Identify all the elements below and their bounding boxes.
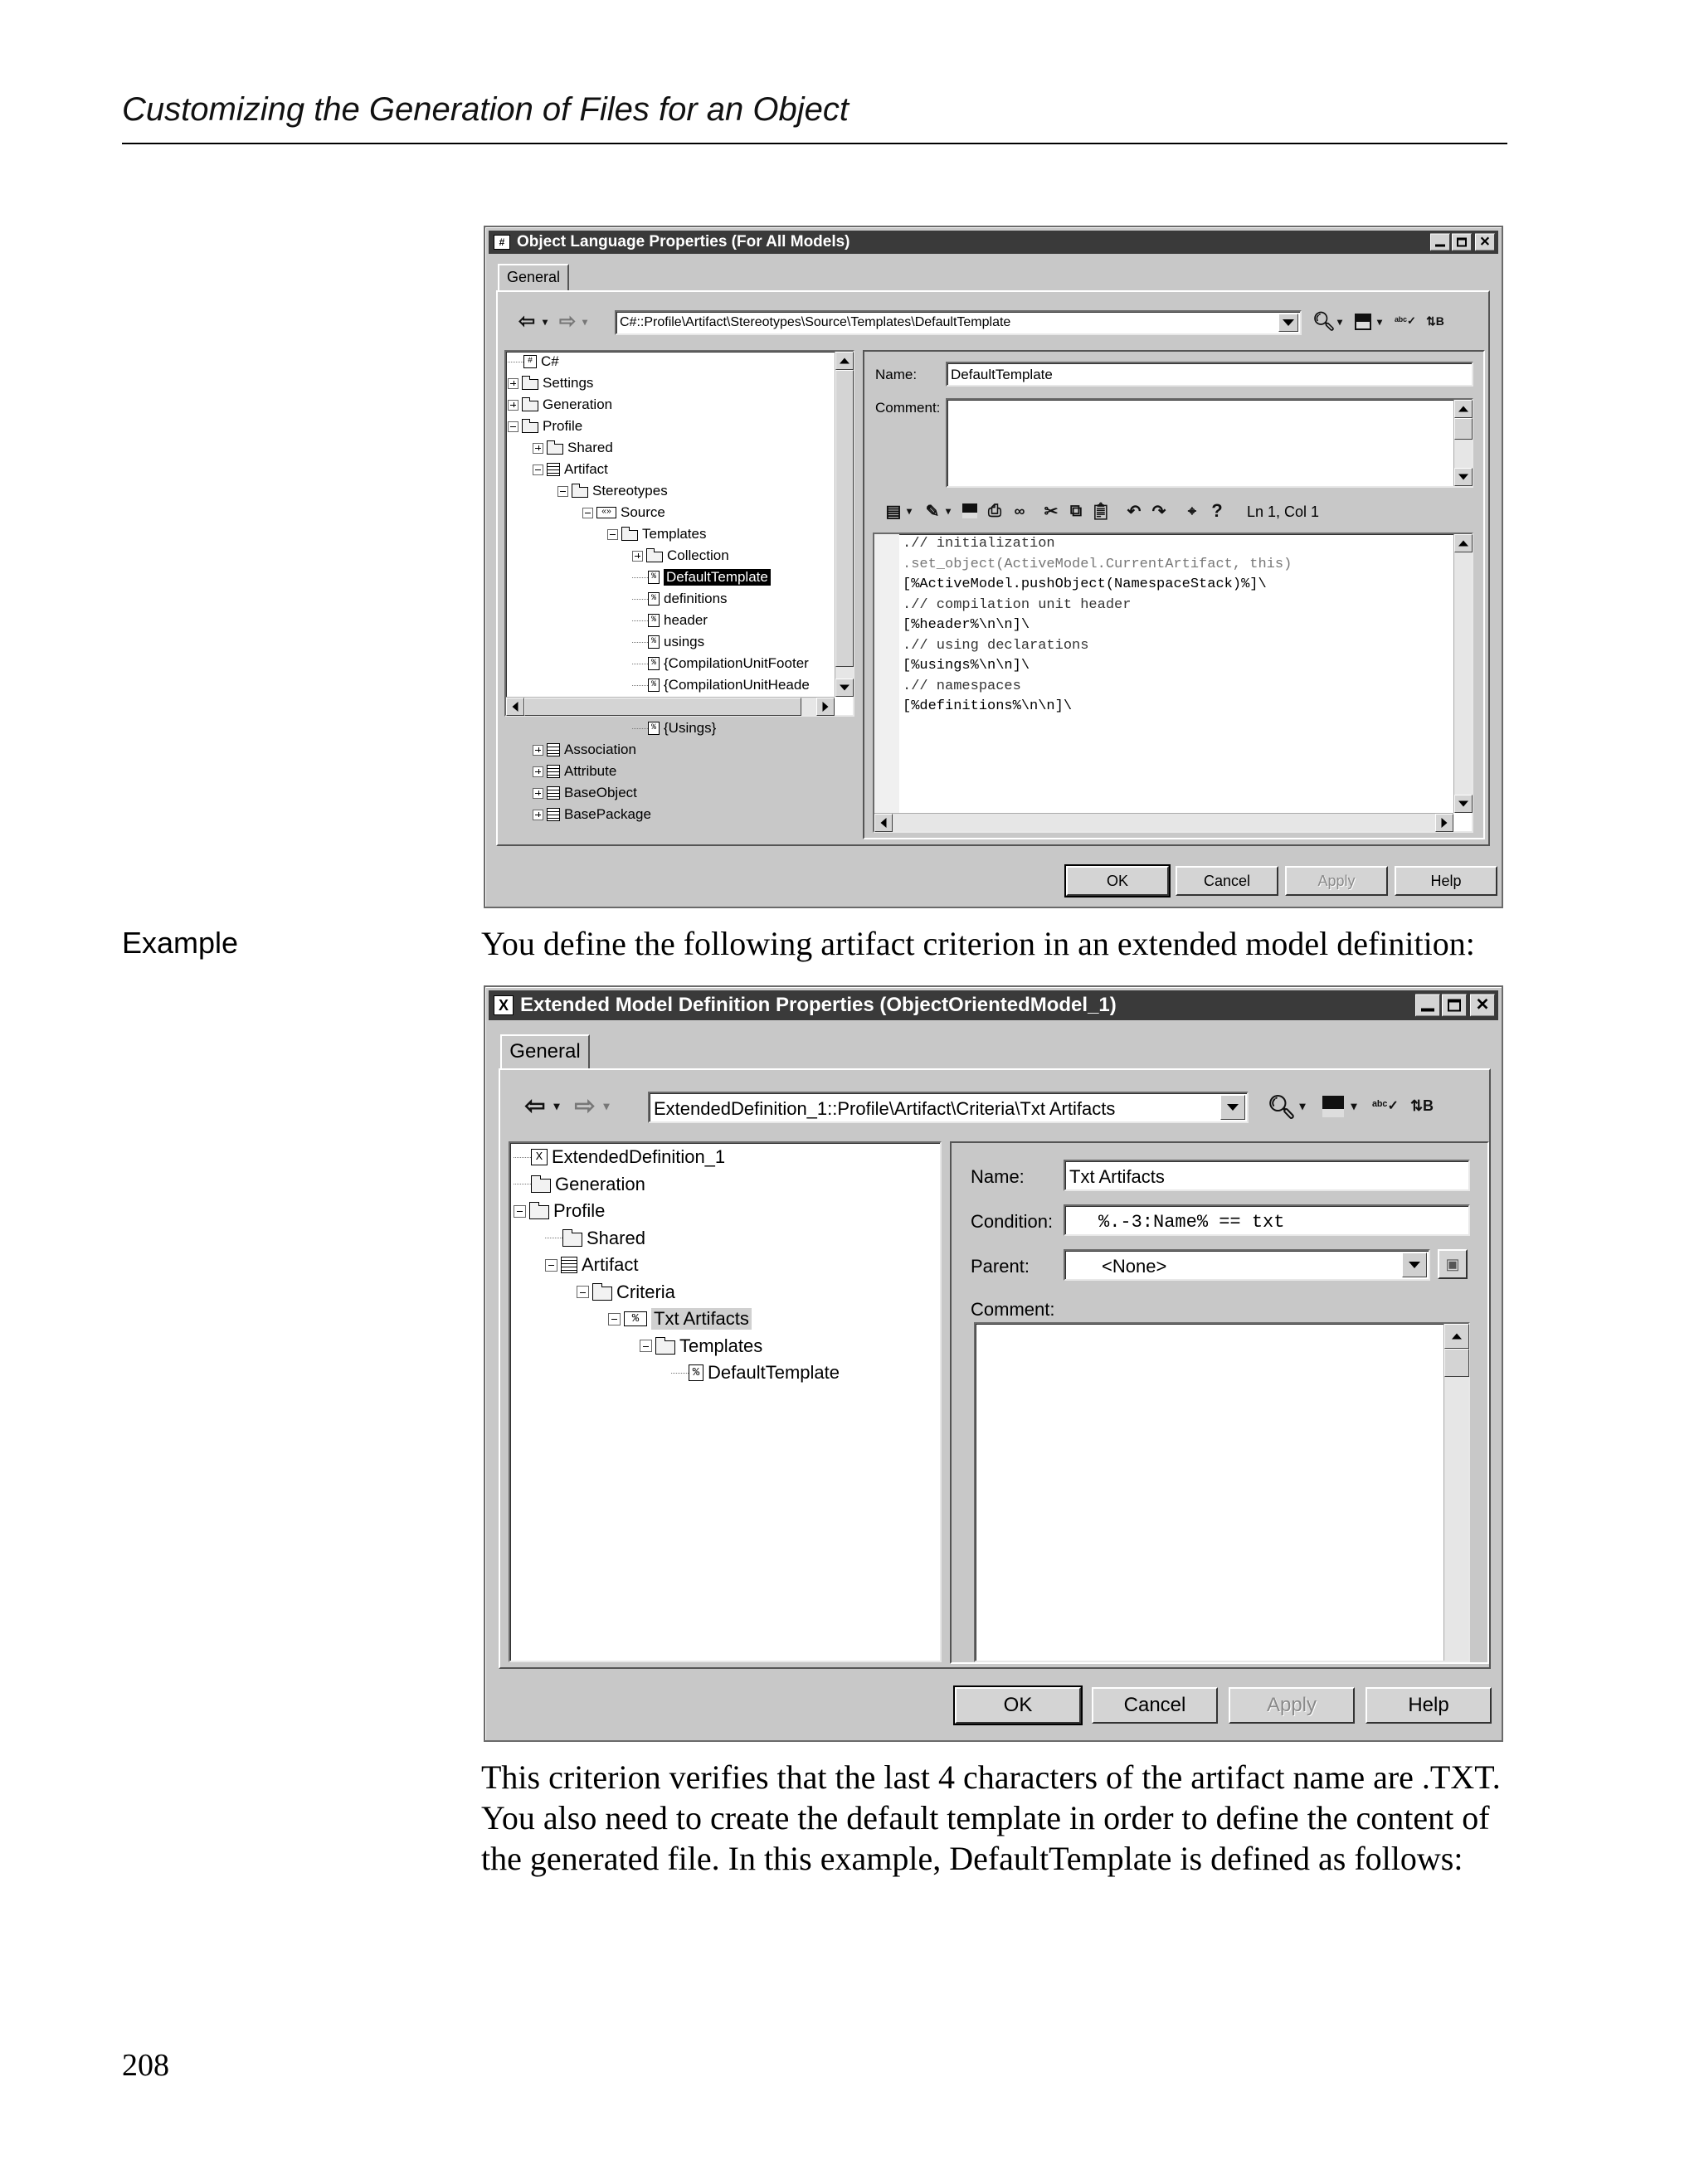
- template-icon: %: [648, 592, 660, 606]
- help-icon[interactable]: ?: [1211, 500, 1223, 521]
- tree-connector: [671, 1373, 689, 1374]
- tree-item-label: definitions: [664, 591, 728, 606]
- template-code-editor[interactable]: [873, 533, 1473, 833]
- tree-item[interactable]: [607, 526, 706, 542]
- condition-field[interactable]: [1064, 1204, 1470, 1236]
- back-arrow-icon[interactable]: ⇦: [524, 1092, 546, 1120]
- tree-item-label: {Usings}: [664, 720, 717, 736]
- folder-icon: [592, 1287, 612, 1301]
- explanation-line-2: You also need to create the default template in order to define the content of: [481, 1799, 1490, 1836]
- tree-item-label: Criteria: [616, 1281, 675, 1302]
- path-combobox[interactable]: [648, 1092, 1249, 1123]
- criterion-icon: %: [624, 1311, 647, 1326]
- tree-item[interactable]: [533, 440, 613, 456]
- tree-item[interactable]: [632, 655, 809, 672]
- collapse-icon[interactable]: [514, 1205, 526, 1218]
- tree-connector: [632, 728, 648, 729]
- comment-field[interactable]: [974, 1322, 1470, 1662]
- tree-connector: [632, 685, 648, 686]
- ok-label: OK: [1106, 872, 1128, 889]
- definition-tree[interactable]: [509, 1141, 942, 1662]
- spell-check-icon[interactable]: ᵃᵇᶜ✓: [1372, 1099, 1399, 1113]
- extension-app-icon: X: [494, 995, 514, 1015]
- tree-item[interactable]: [508, 418, 582, 435]
- help-label: Help: [1408, 1694, 1449, 1716]
- insert-field-icon[interactable]: ⌖: [1187, 502, 1197, 519]
- editor-horizontal-scrollbar[interactable]: [874, 813, 1453, 831]
- scroll-up-button[interactable]: [835, 352, 854, 370]
- template-icon: %: [689, 1364, 703, 1381]
- print-icon[interactable]: ⎙: [988, 501, 1001, 520]
- tree-item-label: Generation: [543, 396, 613, 412]
- extension-icon: X: [531, 1149, 548, 1165]
- folder-icon: [562, 1233, 582, 1247]
- tree-item[interactable]: [632, 569, 771, 586]
- tree-item[interactable]: [508, 396, 612, 413]
- tree-item[interactable]: [632, 612, 708, 629]
- code-line: .// initialization: [903, 536, 1055, 552]
- collapse-icon[interactable]: [607, 529, 618, 540]
- tree-item-label: Source: [621, 504, 665, 520]
- tree-item[interactable]: [640, 1335, 762, 1357]
- tree-item[interactable]: [508, 353, 559, 370]
- tree-connector: [632, 620, 648, 621]
- code-line: [%definitions%\n\n]\: [903, 698, 1073, 714]
- collapse-icon[interactable]: [557, 486, 568, 497]
- forward-arrow-icon[interactable]: ⇨: [574, 1092, 596, 1120]
- stereotype-icon: «»: [596, 507, 616, 518]
- tree-item-label: usings: [664, 634, 705, 649]
- tree-item-label: DefaultTemplate: [708, 1362, 840, 1383]
- code-line: .// compilation unit header: [903, 596, 1132, 613]
- scroll-h-thumb[interactable]: [524, 698, 801, 716]
- cut-icon[interactable]: ✂: [1044, 502, 1059, 521]
- editor-scroll-down[interactable]: [1454, 795, 1473, 813]
- tree-item[interactable]: [514, 1200, 605, 1222]
- tree-item-label: Stereotypes: [592, 483, 668, 499]
- running-head: Customizing the Generation of Files for an Object: [122, 91, 849, 128]
- tree-item[interactable]: [533, 461, 608, 478]
- tree-item[interactable]: [533, 785, 637, 801]
- expand-icon[interactable]: [508, 400, 518, 411]
- tree-item[interactable]: [632, 720, 716, 737]
- tree-item[interactable]: [545, 1228, 645, 1249]
- apply-label: Apply: [1317, 872, 1356, 889]
- tree-item[interactable]: [608, 1308, 752, 1330]
- folder-icon: [547, 444, 563, 455]
- comment-scroll-up[interactable]: [1444, 1324, 1469, 1349]
- list-icon: [547, 743, 560, 756]
- apply-button[interactable]: [1229, 1687, 1355, 1724]
- list-icon: [561, 1257, 577, 1273]
- properties-icon: ▣: [1445, 1255, 1460, 1272]
- minimize-button[interactable]: [1430, 234, 1450, 251]
- forward-dropdown-icon[interactable]: ▾: [582, 316, 588, 328]
- tree-item[interactable]: [632, 547, 729, 564]
- list-icon: [547, 786, 560, 800]
- replace-icon[interactable]: ⇅B: [1409, 1097, 1434, 1114]
- parent-combobox[interactable]: [1064, 1249, 1430, 1281]
- template-icon: %: [648, 722, 660, 735]
- tree-item[interactable]: [557, 483, 668, 499]
- help-label: Help: [1430, 872, 1462, 889]
- help-button[interactable]: [1366, 1687, 1492, 1724]
- tab-general-label: General: [509, 1040, 581, 1063]
- folder-icon: [655, 1340, 675, 1355]
- cancel-button[interactable]: [1176, 866, 1278, 896]
- tree-item-label: header: [664, 612, 708, 628]
- edit-dropdown-icon[interactable]: ▾: [945, 505, 952, 517]
- back-dropdown-icon[interactable]: ▾: [553, 1098, 560, 1112]
- forward-arrow-icon[interactable]: ⇨: [558, 309, 577, 333]
- tree-item-label: Artifact: [564, 461, 608, 477]
- copy-icon[interactable]: ⧉: [1069, 501, 1083, 520]
- tree-item-label: C#: [541, 353, 559, 369]
- ok-label: OK: [1003, 1694, 1033, 1716]
- explanation-line-3: the generated file. In this example, DefaultTemplate is defined as follows:: [481, 1840, 1463, 1877]
- language-app-icon: #: [494, 235, 510, 250]
- tree-item-label: Templates: [679, 1335, 763, 1356]
- undo-icon[interactable]: ↶: [1127, 502, 1142, 521]
- condition-label: Condition:: [971, 1211, 1054, 1232]
- tree-item[interactable]: [545, 1254, 638, 1276]
- tree-connector: [632, 599, 648, 600]
- expand-icon[interactable]: [533, 443, 543, 454]
- tree-vertical-scrollbar[interactable]: [835, 352, 853, 697]
- name-value: DefaultTemplate: [951, 367, 1053, 382]
- tab-general-label: General: [506, 269, 561, 285]
- maximize-button[interactable]: [1442, 995, 1467, 1017]
- comment-scroll-thumb[interactable]: [1444, 1349, 1469, 1377]
- tree-item[interactable]: [632, 634, 704, 650]
- minimize-button[interactable]: [1415, 995, 1440, 1017]
- tree-item-label: Attribute: [564, 763, 617, 779]
- folder-icon: [522, 422, 538, 433]
- tree-item-label: {CompilationUnitHeade: [664, 677, 810, 693]
- folder-icon: [522, 401, 538, 411]
- tree-item[interactable]: [508, 375, 593, 392]
- language-icon: #: [523, 355, 537, 368]
- tree-item[interactable]: [533, 763, 616, 780]
- tree-connector: [514, 1157, 531, 1158]
- tree-item[interactable]: [582, 504, 665, 521]
- collapse-icon[interactable]: [582, 508, 593, 518]
- save-dropdown-icon[interactable]: ▾: [1351, 1098, 1357, 1112]
- tree-item-label: ExtendedDefinition_1: [552, 1146, 726, 1167]
- redo-icon[interactable]: ↷: [1151, 502, 1166, 521]
- condition-value: %.-3:Name% == txt: [1098, 1212, 1285, 1233]
- tree-item-label: BaseObject: [564, 785, 637, 800]
- comment-label: Comment:: [875, 400, 941, 416]
- tree-item[interactable]: [533, 742, 636, 758]
- header-rule: [122, 143, 1507, 144]
- tree-horizontal-scrollbar[interactable]: [506, 697, 835, 715]
- tree-item[interactable]: [514, 1174, 645, 1195]
- back-arrow-icon[interactable]: ⇦: [518, 309, 536, 333]
- tree-item-label: Shared: [587, 1227, 645, 1248]
- name-label: Name:: [971, 1166, 1025, 1187]
- comment-label: Comment:: [971, 1299, 1055, 1320]
- expand-icon[interactable]: [533, 810, 543, 820]
- tree-item-label: Settings: [543, 375, 594, 391]
- tree-item[interactable]: [514, 1146, 725, 1168]
- list-icon: [547, 808, 560, 821]
- folder-icon: [621, 530, 638, 541]
- code-line: .// using declarations: [903, 637, 1089, 654]
- path-dropdown-arrow[interactable]: [1220, 1095, 1245, 1120]
- code-line: .set_object(ActiveModel.CurrentArtifact, this): [903, 556, 1293, 572]
- path-dropdown-arrow[interactable]: [1278, 314, 1298, 332]
- comment-scroll-thumb[interactable]: [1454, 418, 1473, 440]
- template-icon: %: [648, 635, 660, 649]
- tree-connector: [632, 577, 648, 578]
- editor-gutter: [874, 534, 899, 813]
- cancel-label: Cancel: [1203, 872, 1251, 889]
- tree-item-label: Txt Artifacts: [651, 1308, 752, 1330]
- tree-item-label: Profile: [553, 1200, 606, 1221]
- scroll-thumb[interactable]: [835, 370, 854, 667]
- list-icon: [547, 463, 560, 476]
- ok-button[interactable]: [955, 1687, 1081, 1724]
- editor-scroll-right[interactable]: [1435, 814, 1453, 832]
- dialog2-title: Extended Model Definition Properties (ObjectOrientedModel_1): [520, 994, 1117, 1016]
- comment-scrollbar[interactable]: [1443, 1324, 1468, 1661]
- comment-scroll-up[interactable]: [1454, 400, 1473, 418]
- tree-item-label: Templates: [642, 526, 707, 542]
- tree-item[interactable]: [533, 806, 651, 823]
- editor-vertical-scrollbar[interactable]: [1453, 534, 1472, 813]
- tree-item-label: Collection: [667, 547, 729, 563]
- page-number: 208: [122, 2048, 169, 2083]
- edit-with-icon[interactable]: ✎: [925, 502, 940, 521]
- folder-icon: [529, 1205, 549, 1219]
- save-icon[interactable]: [1351, 310, 1375, 333]
- expand-icon[interactable]: [632, 551, 643, 562]
- parent-label: Parent:: [971, 1256, 1030, 1277]
- template-icon: %: [648, 657, 660, 670]
- tree-item-label: Shared: [567, 440, 613, 455]
- folder-icon: [572, 487, 588, 498]
- path-value: ExtendedDefinition_1::Profile\Artifact\Criteria\Txt Artifacts: [654, 1098, 1116, 1119]
- collapse-icon[interactable]: [545, 1259, 557, 1272]
- forward-dropdown-icon[interactable]: ▾: [603, 1098, 610, 1112]
- path-value: C#::Profile\Artifact\Stereotypes\Source\Templates\DefaultTemplate: [620, 315, 1011, 329]
- editor-scroll-left[interactable]: [874, 814, 893, 832]
- code-line: [%header%\n\n]\: [903, 617, 1030, 633]
- dialog2-titlebar[interactable]: [489, 990, 1498, 1020]
- extended-model-definition-dialog: [484, 985, 1503, 1742]
- code-line: [%ActiveModel.pushObject(NamespaceStack)%]\: [903, 576, 1267, 592]
- parent-dropdown-arrow[interactable]: [1402, 1253, 1427, 1277]
- maximize-button[interactable]: [1452, 234, 1472, 251]
- code-line: .// namespaces: [903, 678, 1021, 694]
- tree-item[interactable]: [632, 591, 728, 607]
- collapse-icon[interactable]: [508, 421, 518, 432]
- paste-icon[interactable]: 📋︎: [1090, 502, 1112, 521]
- collapse-icon[interactable]: [577, 1286, 589, 1298]
- list-icon: [547, 765, 560, 778]
- apply-button[interactable]: [1285, 866, 1388, 896]
- tree-item-label: Generation: [555, 1173, 645, 1194]
- template-icon: %: [648, 571, 660, 584]
- folder-icon: [522, 379, 538, 390]
- expand-icon[interactable]: [508, 378, 518, 389]
- close-button[interactable]: ✕: [1470, 995, 1495, 1017]
- spell-check-icon[interactable]: ᵃᵇᶜ✓: [1395, 314, 1416, 327]
- name-field[interactable]: [1064, 1160, 1470, 1191]
- tree-item-label: {CompilationUnitFooter: [664, 655, 809, 671]
- folder-icon: [646, 552, 663, 562]
- help-button[interactable]: [1395, 866, 1497, 896]
- margin-label-example: Example: [122, 926, 239, 960]
- tree-connector: [632, 642, 648, 643]
- close-button[interactable]: ✕: [1475, 234, 1495, 251]
- properties-dropdown-icon[interactable]: ▾: [906, 505, 913, 517]
- tree-item-label: BasePackage: [564, 806, 651, 822]
- comment-scroll-down[interactable]: [1454, 468, 1473, 486]
- save-dropdown-icon[interactable]: ▾: [1376, 316, 1383, 328]
- object-language-properties-dialog: [484, 226, 1503, 908]
- find-icon[interactable]: 🔍︎: [1312, 311, 1336, 332]
- dialog1-titlebar[interactable]: [489, 231, 1498, 254]
- tab-general[interactable]: [498, 264, 569, 290]
- apply-label: Apply: [1266, 1694, 1317, 1716]
- cursor-position: Ln 1, Col 1: [1247, 503, 1320, 520]
- scroll-right-button[interactable]: [816, 698, 835, 716]
- explanation-line-1: This criterion verifies that the last 4 characters of the artifact name are .TXT.: [481, 1758, 1501, 1796]
- folder-icon: [531, 1179, 551, 1193]
- parent-properties-button[interactable]: [1438, 1249, 1468, 1279]
- tree-item[interactable]: [632, 677, 810, 693]
- cancel-button[interactable]: [1092, 1687, 1218, 1724]
- tree-item-label: Association: [564, 742, 636, 757]
- path-combobox[interactable]: [615, 310, 1302, 335]
- code-line: [%usings%\n\n]\: [903, 658, 1030, 674]
- object-tree[interactable]: [504, 350, 854, 822]
- collapse-icon[interactable]: [640, 1340, 652, 1352]
- scroll-down-button[interactable]: [835, 679, 854, 697]
- find-dropdown-icon[interactable]: ▾: [1336, 316, 1343, 328]
- expand-icon[interactable]: [533, 766, 543, 777]
- template-icon: %: [648, 679, 660, 692]
- tree-item[interactable]: [577, 1282, 675, 1303]
- find-icon[interactable]: 🔍︎: [1267, 1093, 1297, 1120]
- name-field[interactable]: [946, 362, 1473, 387]
- comment-scrollbar[interactable]: [1453, 400, 1472, 486]
- cancel-label: Cancel: [1123, 1694, 1186, 1716]
- editor-save-icon[interactable]: [958, 499, 981, 523]
- collapse-icon[interactable]: [608, 1313, 621, 1325]
- tree-item-label: Profile: [543, 418, 583, 434]
- scroll-left-button[interactable]: [506, 698, 524, 716]
- name-value: Txt Artifacts: [1069, 1166, 1165, 1187]
- comment-field[interactable]: [946, 398, 1473, 488]
- replace-icon[interactable]: ⇅B: [1426, 314, 1444, 328]
- find-dropdown-icon[interactable]: ▾: [1299, 1098, 1306, 1112]
- parent-value: <None>: [1102, 1256, 1167, 1277]
- dialog1-title: Object Language Properties (For All Models): [517, 233, 850, 251]
- tab-general[interactable]: [500, 1034, 590, 1069]
- tree-item-label: Artifact: [582, 1254, 639, 1275]
- intro-paragraph: You define the following artifact criterion in an extended model definition:: [481, 925, 1475, 962]
- template-icon: %: [648, 614, 660, 627]
- collapse-icon[interactable]: [533, 465, 543, 475]
- save-icon[interactable]: [1318, 1092, 1348, 1121]
- back-dropdown-icon[interactable]: ▾: [542, 316, 548, 328]
- tree-item-label: DefaultTemplate: [664, 569, 771, 586]
- expand-icon[interactable]: [533, 788, 543, 799]
- expand-icon[interactable]: [533, 745, 543, 756]
- name-label: Name:: [875, 367, 918, 382]
- ok-button[interactable]: [1066, 866, 1169, 896]
- binoculars-icon[interactable]: ∞: [1014, 502, 1025, 519]
- properties-icon[interactable]: ▤: [885, 502, 902, 521]
- tree-item[interactable]: [671, 1362, 840, 1384]
- editor-scroll-up[interactable]: [1454, 534, 1473, 552]
